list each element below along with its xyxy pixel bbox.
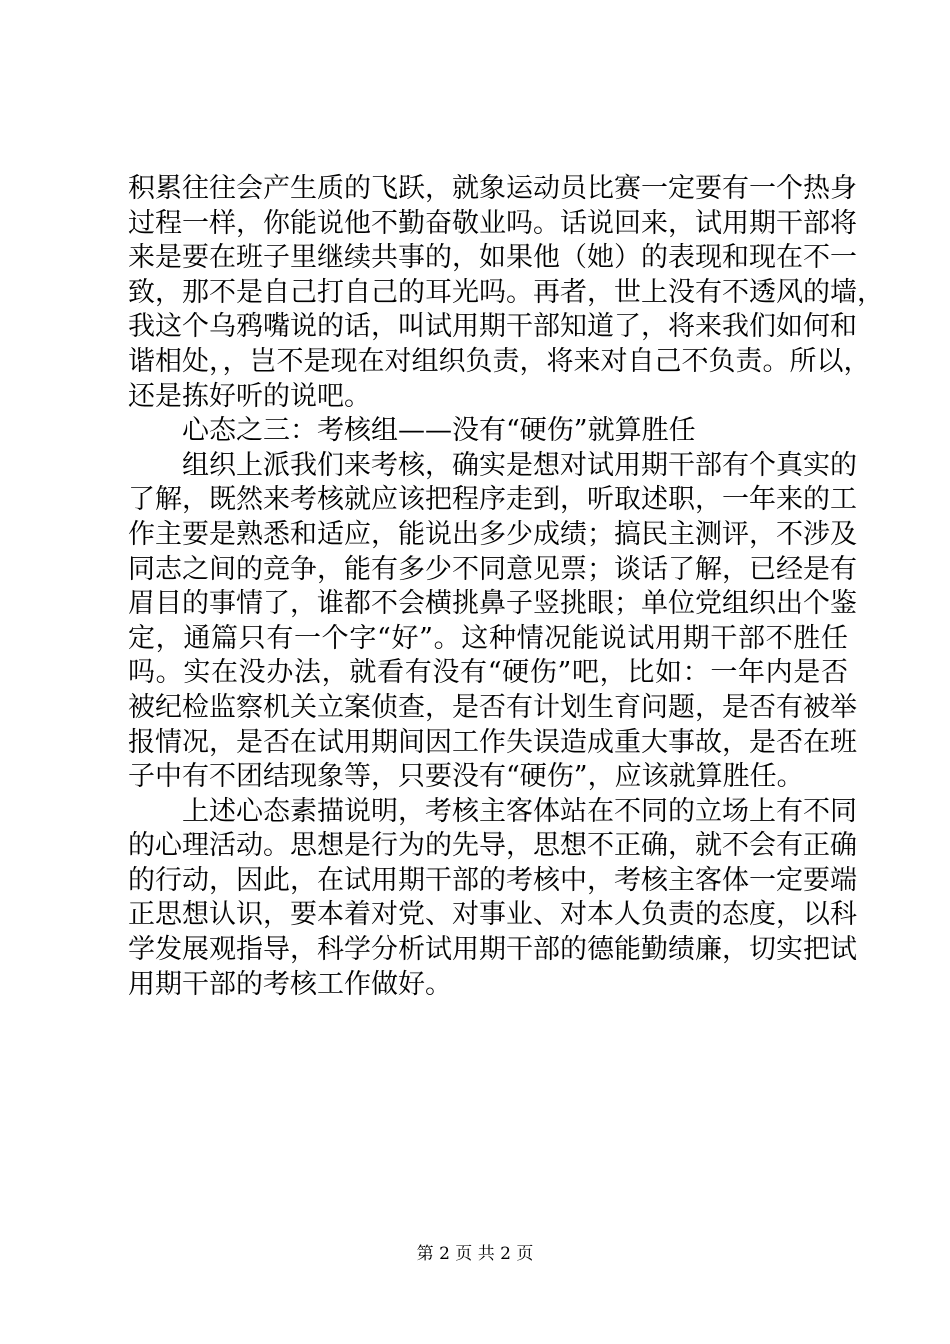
text-line: 报情况，是否在试用期间因工作失误造成重大事故，是否在班 (128, 726, 857, 758)
paragraph (128, 795, 857, 1003)
heading-text: 心态之三：考核组——没有“硬伤”就算胜任 (182, 415, 696, 447)
text-line: 谐相处，，岂不是现在对组织负责，将来对自己不负责。所以， (128, 345, 871, 377)
text-line: 积累往往会产生质的飞跃，就象运动员比赛一定要有一个热身 (128, 173, 857, 204)
text-line: 组织上派我们来考核，确实是想对试用期干部有个真实的 (182, 449, 857, 481)
paragraph (128, 449, 857, 795)
text-line: 还是拣好听的说吧。 (128, 380, 371, 412)
text-line: 用期干部的考核工作做好。 (128, 968, 452, 1000)
text-line: 吗。实在没办法，就看有没有“硬伤”吧，比如：一年内是否 (128, 657, 848, 689)
paragraph (128, 172, 884, 414)
text-line: 的行动，因此，在试用期干部的考核中，考核主客体一定要端 (128, 864, 857, 896)
text-line: 来是要在班子里继续共事的，如果他（她）的表现和现在不一 (128, 242, 857, 274)
text-line: 致，那不是自己打自己的耳光吗。再者，世上没有不透风的墙， (128, 276, 884, 308)
text-line: 定，通篇只有一个字“好”。这种情况能说试用期干部不胜任 (128, 622, 848, 654)
text-line: 了解，既然来考核就应该把程序走到，听取述职，一年来的工 (128, 484, 857, 516)
text-line: 学发展观指导，科学分析试用期干部的德能勤绩廉，切实把试 (128, 934, 857, 966)
text-line: 同志之间的竞争，能有多少不同意见票；谈话了解，已经是有 (128, 553, 857, 585)
text-line: 过程一样，你能说他不勤奋敬业吗。话说回来，试用期干部将 (128, 207, 857, 239)
text-line: 眉目的事情了，谁都不会横挑鼻子竖挑眼；单位党组织出个鉴 (128, 588, 857, 620)
text-line: 正思想认识，要本着对党、对事业、对本人负责的态度，以科 (128, 899, 857, 931)
document-body (128, 172, 884, 1002)
section-heading (128, 414, 848, 449)
page-footer (0, 1242, 950, 1266)
text-line: 作主要是熟悉和适应，能说出多少成绩；搞民主测评，不涉及 (128, 518, 857, 550)
text-line: 上述心态素描说明，考核主客体站在不同的立场上有不同 (182, 795, 857, 827)
text-line: 我这个乌鸦嘴说的话，叫试用期干部知道了，将来我们如何和 (128, 311, 857, 343)
text-line: 子中有不团结现象等，只要没有“硬伤”，应该就算胜任。 (128, 761, 804, 793)
text-line: 被纪检监察机关立案侦查，是否有计划生育问题，是否有被举 (128, 691, 857, 723)
page-number: 第 2 页 共 2 页 (416, 1244, 534, 1264)
text-line: 的心理活动。思想是行为的先导，思想不正确，就不会有正确 (128, 830, 857, 862)
